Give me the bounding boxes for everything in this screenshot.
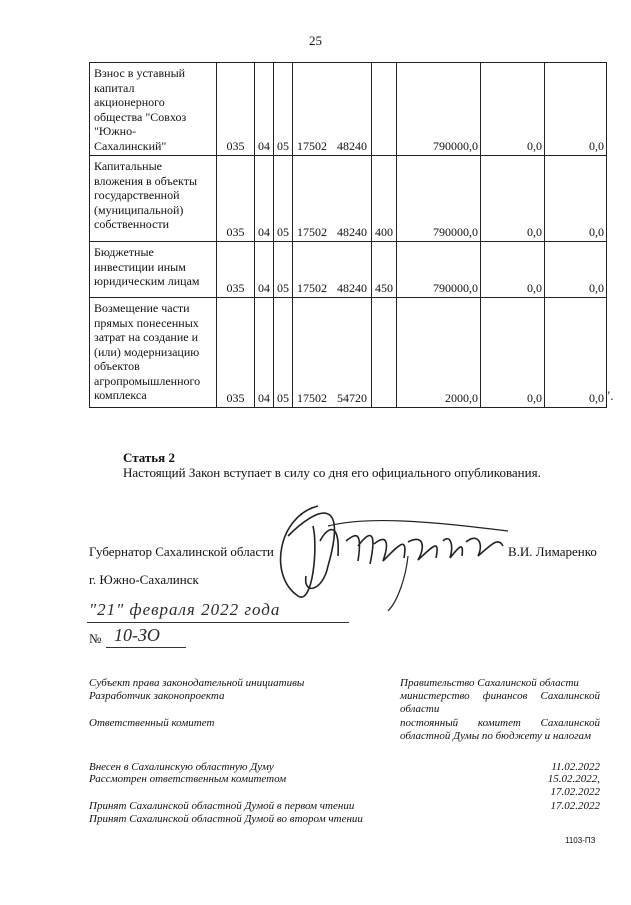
amount-2022: 790000,0	[397, 156, 481, 242]
row-name	[90, 63, 217, 156]
subject-value: Правительство Сахалинской области	[400, 677, 579, 689]
handwritten-date: "21" февраля 2022 года	[89, 600, 281, 619]
program-code: 17502	[297, 390, 327, 405]
direction-code: 54720	[337, 390, 367, 405]
row-name-line: Бюджетные	[94, 245, 154, 259]
row-name-line: комплекса	[94, 388, 147, 402]
row-name-line: прямых понесенных	[94, 315, 199, 330]
direction-code: 48240	[337, 280, 367, 295]
amount-2024: 0,0	[545, 156, 607, 242]
handwritten-signature	[258, 486, 518, 616]
row-name-line: (или) модернизацию	[94, 344, 200, 359]
direction-code: 48240	[337, 224, 367, 239]
expense-type-code	[372, 298, 397, 408]
table-row	[90, 156, 607, 242]
amount-2023: 0,0	[481, 156, 545, 242]
section-code: 04	[255, 156, 274, 242]
first-reading-date: 17.02.2022	[550, 800, 600, 812]
row-name-line: государственной	[94, 188, 180, 202]
amount-2024: 0,0	[545, 63, 607, 156]
handwritten-number: 10-ЗО	[114, 625, 160, 645]
subsection-code: 05	[274, 298, 293, 408]
row-name-line: агропромышленного	[94, 373, 201, 388]
reviewed-date-1: 15.02.2022,	[547, 773, 600, 785]
row-name-line: общества "Совхоз	[94, 109, 187, 124]
section-code: 04	[255, 63, 274, 156]
row-name-line: Возмещение части	[94, 301, 190, 315]
developer-value: министерство финансов Сахалинской области	[400, 690, 600, 715]
developer-label: Разработчик законопроекта	[89, 690, 225, 702]
amount-2024: 0,0	[545, 242, 607, 298]
row-name-line: затрат на создание и	[94, 330, 199, 344]
subsection-code: 05	[274, 63, 293, 156]
budget-table	[89, 62, 607, 408]
ministry-code: 035	[217, 156, 255, 242]
first-reading-label: Принят Сахалинской областной Думой в первом чтении	[89, 800, 355, 812]
table-row	[90, 298, 607, 408]
program-code: 17502	[297, 280, 327, 295]
program-code: 17502	[297, 224, 327, 239]
row-name-line: собственности	[94, 217, 170, 231]
subject-label: Субъект права законодательной инициативы	[89, 677, 305, 689]
amount-2022: 790000,0	[397, 242, 481, 298]
reviewed-label: Рассмотрен ответственным комитетом	[89, 773, 287, 785]
row-name-line: Сахалинский"	[94, 138, 167, 153]
amount-2023: 0,0	[481, 242, 545, 298]
table-row	[90, 242, 607, 298]
committee-value: постоянный комитет Сахалинской областной Думы по бюджету и налогам	[400, 717, 600, 742]
row-name-line: инвестиции иным	[94, 259, 186, 274]
row-name-line: вложения в объекты	[94, 173, 198, 188]
amount-2024: 0,0	[545, 298, 607, 408]
row-name	[90, 156, 217, 242]
amount-2022: 790000,0	[397, 63, 481, 156]
date-underline	[87, 622, 349, 623]
target-article-code	[293, 156, 372, 242]
target-article-code	[293, 298, 372, 408]
subsection-code: 05	[274, 156, 293, 242]
row-name-line: юридическим лицам	[94, 274, 200, 288]
row-name-line: "Южно-	[94, 124, 137, 138]
amount-2022: 2000,0	[397, 298, 481, 408]
page-number: 25	[309, 33, 322, 48]
ministry-code: 035	[217, 242, 255, 298]
document-code: 1103-ПЗ	[565, 836, 596, 845]
second-reading-label: Принят Сахалинской областной Думой во втором чтении	[89, 813, 363, 825]
row-name-line: акционерного	[94, 95, 165, 109]
row-name	[90, 242, 217, 298]
program-code: 17502	[297, 138, 327, 153]
section-code: 04	[255, 242, 274, 298]
closing-quote: ".	[605, 388, 614, 403]
amount-2023: 0,0	[481, 298, 545, 408]
row-name-line: (муниципальной)	[94, 202, 184, 217]
section-code: 04	[255, 298, 274, 408]
number-label: №	[89, 631, 102, 646]
table-row	[90, 63, 607, 156]
row-name	[90, 298, 217, 408]
ministry-code: 035	[217, 298, 255, 408]
article-text: Настоящий Закон вступает в силу со дня его официального опубликования.	[123, 465, 541, 480]
amount-2023: 0,0	[481, 63, 545, 156]
expense-type-code: 450	[372, 242, 397, 298]
row-name-line: капитал	[94, 80, 135, 95]
expense-type-code: 400	[372, 156, 397, 242]
expense-type-code	[372, 63, 397, 156]
direction-code: 48240	[337, 138, 367, 153]
row-name-line: объектов	[94, 359, 140, 373]
city: г. Южно-Сахалинск	[89, 572, 199, 587]
number-underline	[106, 647, 186, 648]
governor-title: Губернатор Сахалинской области	[89, 544, 274, 559]
target-article-code	[293, 63, 372, 156]
introduced-date: 11.02.2022	[551, 761, 600, 773]
reviewed-date-2: 17.02.2022	[550, 786, 600, 798]
governor-name: В.И. Лимаренко	[508, 544, 597, 559]
row-name-line: Взнос в уставный	[94, 66, 186, 80]
introduced-label: Внесен в Сахалинскую областную Думу	[89, 761, 274, 773]
article-title: Статья 2	[123, 450, 175, 465]
subsection-code: 05	[274, 242, 293, 298]
row-name-line: Капитальные	[94, 159, 162, 173]
committee-label: Ответственный комитет	[89, 717, 215, 729]
ministry-code: 035	[217, 63, 255, 156]
target-article-code	[293, 242, 372, 298]
